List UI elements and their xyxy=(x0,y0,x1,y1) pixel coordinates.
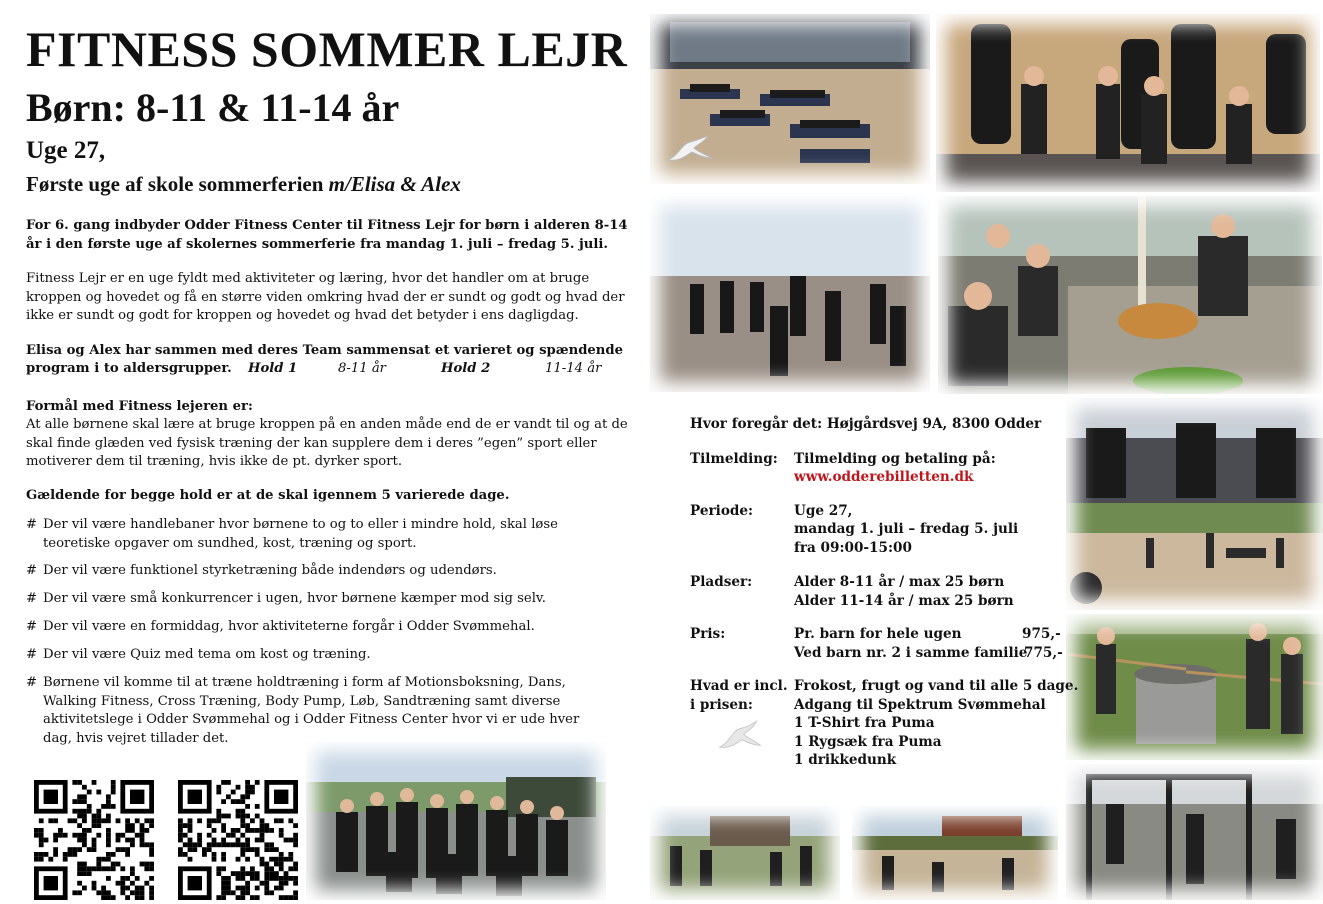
first-week-text: Første uge af skole sommerferien xyxy=(26,172,329,196)
bullet-marker: # xyxy=(26,517,38,532)
photo-outdoor-activity xyxy=(650,806,840,900)
price-amount-2: 775,- xyxy=(1024,645,1063,661)
puma-logo-icon xyxy=(664,134,716,166)
bullet-marker: # xyxy=(26,647,38,662)
bullet-item xyxy=(26,562,623,581)
intro-paragraph-3-line-2: program i to aldersgrupper. xyxy=(26,361,232,376)
signup-text: Tilmelding og betaling på: xyxy=(794,451,996,467)
hold-1-label: Hold 1 xyxy=(248,361,298,376)
intro-paragraph-2: Fitness Lejr er en uge fyldt med aktiviteter og læring, hvor det handler om at bruge kroppen og hovedet og få en større viden omkring hvad der er sundt og godt og hvad der ikke er sundt og godt for kroppen og hovedet og hvad det betyder i ens dagligdag. xyxy=(26,271,625,323)
hold-groups xyxy=(0,360,640,380)
bullet-marker: # xyxy=(26,675,38,690)
bullet-text: Der vil være handlebaner hvor børnene to og to eller i mindre hold, skal løse teoretiske opgaver om sundhed, kost, træning og sport. xyxy=(43,517,558,551)
hold-2-age: 11-14 år xyxy=(545,361,602,376)
qr-code-left[interactable] xyxy=(28,778,160,900)
photo-boxing xyxy=(936,14,1320,192)
signup-link[interactable]: www.odderebilletten.dk xyxy=(794,469,974,485)
price-label: Pris: xyxy=(690,626,726,642)
qr-code-icon xyxy=(28,778,160,900)
photo-dance-hall xyxy=(650,196,930,392)
period-time: fra 09:00-15:00 xyxy=(794,540,912,556)
included-item: 1 Rygsæk fra Puma xyxy=(794,734,942,750)
period-label: Periode: xyxy=(690,503,754,519)
page-subtitle: Børn: 8-11 & 11-14 år xyxy=(26,85,400,130)
included-item: 1 drikkedunk xyxy=(794,752,897,768)
included-label-line-2: i prisen: xyxy=(690,697,753,713)
price-line-1: Pr. barn for hele ugen xyxy=(794,626,962,642)
qr-code-right[interactable] xyxy=(172,778,304,900)
included-item: 1 T-Shirt fra Puma xyxy=(794,715,935,731)
included-item: Frokost, frugt og vand til alle 5 dage. xyxy=(794,678,1079,694)
bullet-item xyxy=(26,674,603,748)
price-line-2: Ved barn nr. 2 i samme familie xyxy=(794,645,1028,661)
signup-label: Tilmelding: xyxy=(690,451,778,467)
price-amount-1: 975,- xyxy=(1022,626,1061,642)
period-week: Uge 27, xyxy=(794,503,853,519)
bullet-marker: # xyxy=(26,591,38,606)
photo-treadmill-sand xyxy=(1066,398,1323,610)
photo-outdoor-sand xyxy=(852,806,1058,900)
bullet-text: Der vil være funktionel styrketræning både indendørs og udendørs. xyxy=(43,563,497,578)
qr-code-icon xyxy=(172,778,304,900)
included-item: Adgang til Spektrum Svømmehal xyxy=(794,697,1046,713)
bullet-text: Der vil være en formiddag, hvor aktiviteterne forgår i Odder Svømmehal. xyxy=(43,619,535,634)
purpose-text: At alle børnene skal lære at bruge kroppen på en anden måde end de er vandt til og at de skal finde glæden ved fysisk træning der kan supplere dem i deres ”egen” sport eller motiverer dem til træning, hvis ikke de pt. dyrker sport. xyxy=(26,417,628,469)
puma-logo-icon xyxy=(716,718,764,754)
intro-paragraph-3-line-1: Elisa og Alex har sammen med deres Team sammensat et varieret og spændende xyxy=(26,343,624,358)
location-line: Hvor foregår det: Højgårdsvej 9A, 8300 Odder xyxy=(690,416,1042,432)
period-dates: mandag 1. juli – fredag 5. juli xyxy=(794,521,1019,537)
bullet-item xyxy=(26,516,623,553)
hold-2-label: Hold 2 xyxy=(441,361,491,376)
common-statement: Gældende for begge hold er at de skal igennem 5 varierede dage. xyxy=(26,488,510,503)
photo-group-outdoor xyxy=(306,742,606,900)
bullet-marker: # xyxy=(26,619,38,634)
bullet-item xyxy=(26,590,623,609)
places-label: Pladser: xyxy=(690,574,753,590)
first-week-heading xyxy=(26,170,461,198)
page-title: FITNESS SOMMER LEJR xyxy=(26,21,628,77)
included-label-line-1: Hvad er incl. xyxy=(690,678,788,694)
places-group-1: Alder 8-11 år / max 25 børn xyxy=(794,574,1005,590)
bullet-item xyxy=(26,646,623,665)
week-heading: Uge 27, xyxy=(26,137,106,164)
first-week-hosts: m/Elisa & Alex xyxy=(328,172,461,196)
bullet-item xyxy=(26,618,623,637)
bullet-text: Der vil være små konkurrencer i ugen, hvor børnene kæmper mod sig selv. xyxy=(43,591,546,606)
bullet-text: Børnene vil komme til at træne holdtræning i form af Motionsboksning, Dans, Walking Fitness, Cross Træning, Body Pump, Løb, Sandtræning samt diverse aktivitetslege i Odder Svømmehal og i Odder Fitness Center hvor vi er ude hver dag, hvis vejret tillader det. xyxy=(43,675,580,746)
photo-lunch-table xyxy=(938,196,1322,394)
hold-1-age: 8-11 år xyxy=(338,361,386,376)
bullet-marker: # xyxy=(26,563,38,578)
intro-paragraph-1: For 6. gang indbyder Odder Fitness Center til Fitness Lejr for børn i alderen 8-14 år i den første uge af skolernes sommerferie fra mandag 1. juli – fredag 5. juli. xyxy=(26,218,628,252)
places-group-2: Alder 11-14 år / max 25 børn xyxy=(794,593,1014,609)
photo-climbing-rig xyxy=(1066,764,1323,900)
photo-campfire xyxy=(1066,614,1323,760)
bullet-text: Der vil være Quiz med tema om kost og træning. xyxy=(43,647,371,662)
purpose-heading: Formål med Fitness lejeren er: xyxy=(26,399,253,414)
